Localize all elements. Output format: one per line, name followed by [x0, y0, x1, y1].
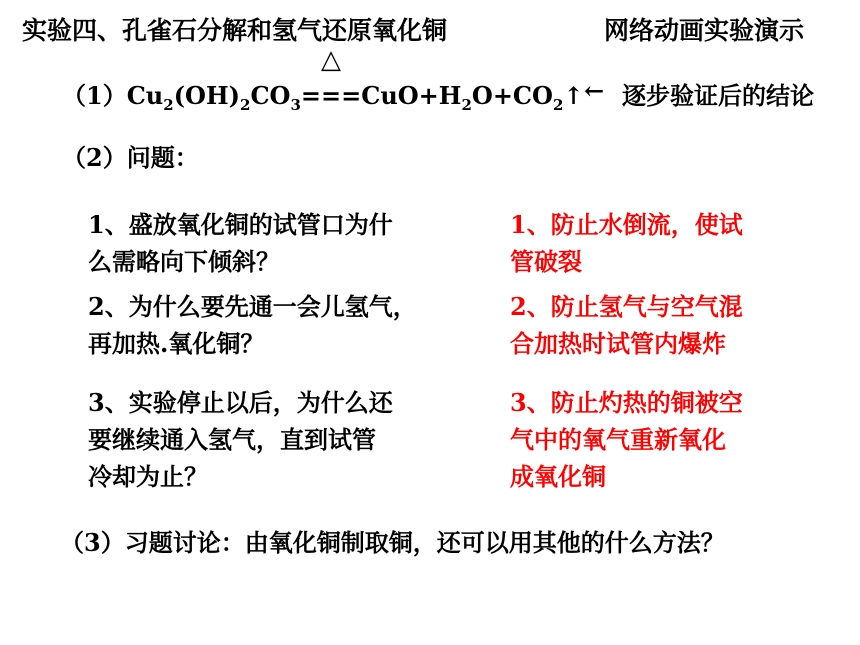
question-1 [88, 206, 393, 280]
product-h-subscript: 2 [461, 95, 472, 114]
equals-sign [300, 45, 362, 110]
reactant-co-subscript: 3 [290, 95, 301, 114]
chemical-equation [62, 45, 584, 114]
question-2 [88, 288, 417, 362]
answer-3 [510, 384, 743, 495]
question-line: 冷却为止？ [88, 462, 208, 491]
product-1: CuO+H [361, 81, 462, 110]
left-arrow-icon: ← [584, 76, 605, 105]
reactant-oh-subscript: 2 [240, 95, 251, 114]
answer-line: 2、防止氢气与空气混 [510, 292, 743, 321]
answer-line: 成氧化铜 [510, 462, 606, 491]
heating-condition-icon: △ [321, 45, 342, 75]
slide-title: 实验四、孔雀石分解和氢气还原氧化铜 [22, 16, 448, 45]
reactant-oh: (OH) [173, 81, 240, 110]
question-line: 么需略向下倾斜？ [88, 247, 280, 276]
gas-arrow-icon: ↑ [563, 81, 584, 110]
reactant-cu: Cu [126, 81, 164, 110]
question-line: 再加热.氧化铜？ [88, 329, 265, 358]
exercise-discussion: （3）习题讨论：由氧化铜制取铜，还可以用其他的什么方法？ [60, 528, 725, 557]
product-co2-subscript: 2 [552, 95, 564, 114]
question-line: 2、为什么要先通一会儿氢气， [88, 292, 417, 321]
answer-line: 1、防止水倒流，使试 [510, 210, 743, 239]
question-line: 3、实验停止以后，为什么还 [88, 388, 393, 417]
questions-heading: （2）问题： [62, 143, 199, 172]
product-2: O+CO [471, 81, 553, 110]
question-line: 要继续通入氢气，直到试管 [88, 425, 376, 454]
question-3 [88, 384, 393, 495]
answer-line: 管破裂 [510, 247, 582, 276]
reactant-co: CO [250, 81, 291, 110]
answer-line: 气中的氧气重新氧化 [510, 425, 726, 454]
reactant-cu-subscript: 2 [163, 95, 174, 114]
conclusion-note: 逐步验证后的结论 [622, 81, 814, 110]
answer-1 [510, 206, 743, 280]
answer-line: 合加热时试管内爆炸 [510, 329, 726, 358]
equation-label: （1） [62, 81, 127, 110]
question-line: 1、盛放氧化铜的试管口为什 [88, 210, 393, 239]
answer-2 [510, 288, 743, 362]
answer-line: 3、防止灼热的铜被空 [510, 388, 743, 417]
slide-subtitle: 网络动画实验演示 [604, 16, 805, 45]
equals-sign-text: === [300, 81, 362, 110]
